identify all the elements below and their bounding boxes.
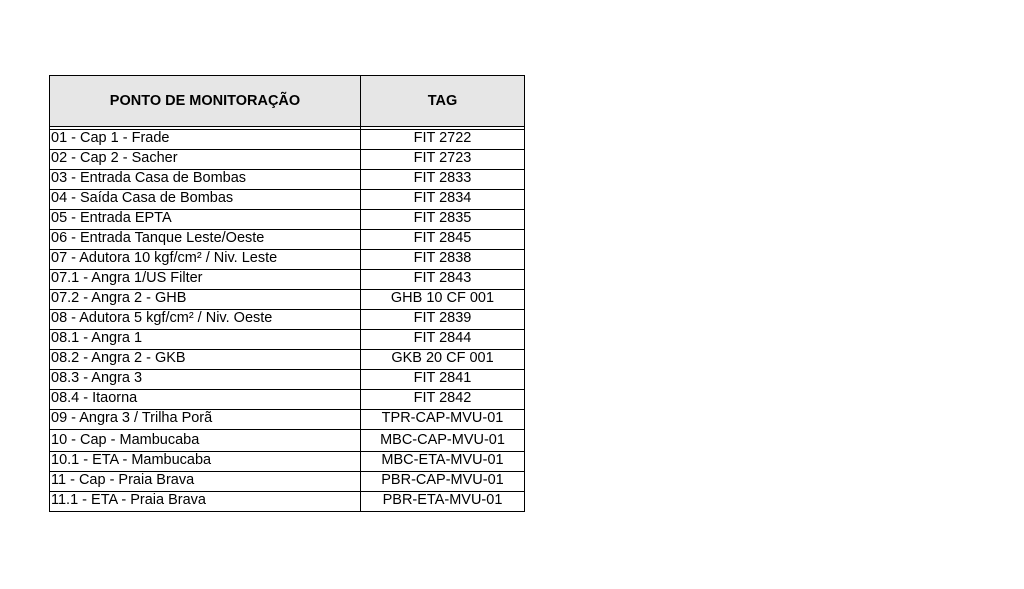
table-row: [50, 350, 525, 370]
tag-cell: FIT 2843: [361, 270, 525, 290]
tag-cell: FIT 2842: [361, 390, 525, 410]
tag-cell: FIT 2845: [361, 230, 525, 250]
point-cell: 11 - Cap - Praia Brava: [50, 472, 361, 492]
point-cell: 07 - Adutora 10 kgf/cm² / Niv. Leste: [50, 250, 361, 270]
tag-cell: MBC-CAP-MVU-01: [361, 430, 525, 452]
point-cell: 07.2 - Angra 2 - GHB: [50, 290, 361, 310]
point-cell: 10 - Cap - Mambucaba: [50, 430, 361, 452]
point-cell: 01 - Cap 1 - Frade: [50, 130, 361, 150]
tag-cell: PBR-CAP-MVU-01: [361, 472, 525, 492]
point-cell: 08.3 - Angra 3: [50, 370, 361, 390]
table-row: [50, 150, 525, 170]
point-cell: 06 - Entrada Tanque Leste/Oeste: [50, 230, 361, 250]
point-cell: 08 - Adutora 5 kgf/cm² / Niv. Oeste: [50, 310, 361, 330]
table-row: [50, 452, 525, 472]
table-row: [50, 492, 525, 512]
tag-cell: FIT 2844: [361, 330, 525, 350]
table-row: [50, 330, 525, 350]
point-cell: 11.1 - ETA - Praia Brava: [50, 492, 361, 512]
tag-cell: MBC-ETA-MVU-01: [361, 452, 525, 472]
table-row: [50, 370, 525, 390]
header-tag: TAG: [361, 76, 525, 127]
table-row: [50, 290, 525, 310]
table-row: [50, 270, 525, 290]
tag-cell: FIT 2833: [361, 170, 525, 190]
table-row: [50, 230, 525, 250]
tag-cell: FIT 2835: [361, 210, 525, 230]
tag-cell: FIT 2838: [361, 250, 525, 270]
point-cell: 02 - Cap 2 - Sacher: [50, 150, 361, 170]
point-cell: 10.1 - ETA - Mambucaba: [50, 452, 361, 472]
table-row: [50, 472, 525, 492]
point-cell: 07.1 - Angra 1/US Filter: [50, 270, 361, 290]
point-cell: 08.4 - Itaorna: [50, 390, 361, 410]
tag-cell: GHB 10 CF 001: [361, 290, 525, 310]
table-row: [50, 190, 525, 210]
tag-cell: FIT 2722: [361, 130, 525, 150]
point-cell: 05 - Entrada EPTA: [50, 210, 361, 230]
header-point: PONTO DE MONITORAÇÃO: [50, 76, 361, 127]
point-cell: 09 - Angra 3 / Trilha Porã: [50, 410, 361, 430]
tag-cell: PBR-ETA-MVU-01: [361, 492, 525, 512]
table-row: [50, 410, 525, 430]
monitoring-table: [49, 75, 525, 512]
tag-cell: FIT 2834: [361, 190, 525, 210]
point-cell: 03 - Entrada Casa de Bombas: [50, 170, 361, 190]
table-row: [50, 170, 525, 190]
table-row: [50, 130, 525, 150]
tag-cell: GKB 20 CF 001: [361, 350, 525, 370]
point-cell: 08.1 - Angra 1: [50, 330, 361, 350]
tag-cell: FIT 2839: [361, 310, 525, 330]
tag-cell: FIT 2723: [361, 150, 525, 170]
tag-cell: FIT 2841: [361, 370, 525, 390]
table-row: [50, 390, 525, 410]
tag-cell: TPR-CAP-MVU-01: [361, 410, 525, 430]
point-cell: 08.2 - Angra 2 - GKB: [50, 350, 361, 370]
table-row: [50, 250, 525, 270]
table-row: [50, 210, 525, 230]
table-row: [50, 430, 525, 452]
header-row: [50, 76, 525, 127]
table-row: [50, 310, 525, 330]
point-cell: 04 - Saída Casa de Bombas: [50, 190, 361, 210]
